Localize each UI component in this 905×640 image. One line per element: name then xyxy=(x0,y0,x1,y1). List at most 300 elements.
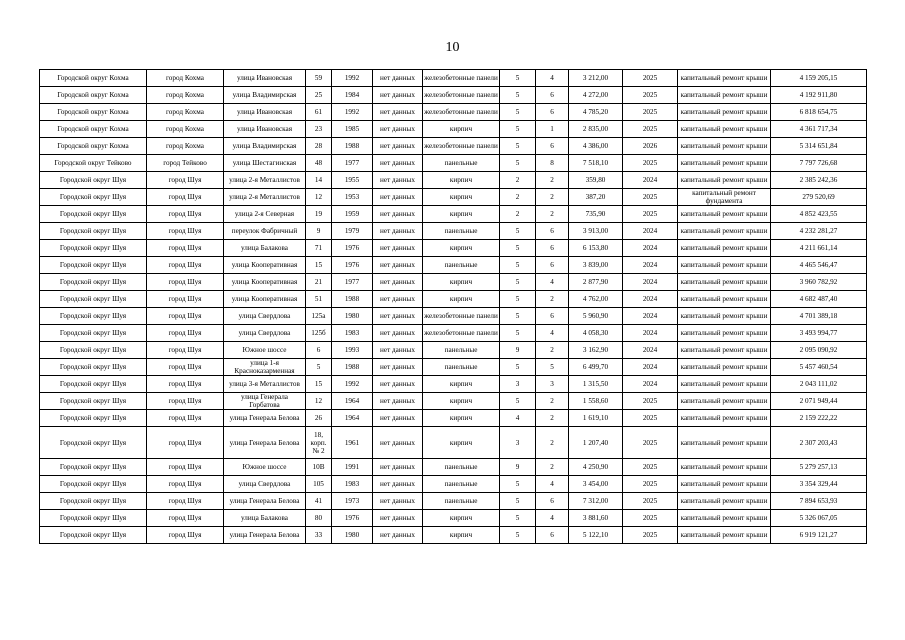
cell-municipality: Городской округ Шуя xyxy=(40,410,147,427)
cell-settlement: город Шуя xyxy=(147,274,224,291)
cell-street: улица Шестагинская xyxy=(224,155,306,172)
cell-year: 1992 xyxy=(332,376,373,393)
table-row xyxy=(40,325,867,342)
cell-cost: 2 071 949,44 xyxy=(771,393,867,410)
cell-house: 23 xyxy=(306,121,332,138)
cell-plan_year: 2025 xyxy=(623,87,678,104)
cell-house: 12 xyxy=(306,393,332,410)
cell-street: улица Балакова xyxy=(224,510,306,527)
cell-note: нет данных xyxy=(373,359,423,376)
cell-entrances: 6 xyxy=(536,257,569,274)
cell-plan_year: 2024 xyxy=(623,291,678,308)
table-row xyxy=(40,308,867,325)
cell-municipality: Городской округ Шуя xyxy=(40,376,147,393)
cell-floors: 5 xyxy=(500,240,536,257)
cell-municipality: Городской округ Кохма xyxy=(40,138,147,155)
table-row xyxy=(40,87,867,104)
cell-wall_material: кирпич xyxy=(423,274,500,291)
cell-street: улица Свердлова xyxy=(224,325,306,342)
cell-work_type: капитальный ремонт крыши xyxy=(678,510,771,527)
cell-municipality: Городской округ Шуя xyxy=(40,291,147,308)
cell-entrances: 4 xyxy=(536,274,569,291)
cell-work_type: капитальный ремонт крыши xyxy=(678,87,771,104)
cell-municipality: Городской округ Кохма xyxy=(40,104,147,121)
cell-floors: 5 xyxy=(500,223,536,240)
cell-plan_year: 2024 xyxy=(623,342,678,359)
cell-house: 51 xyxy=(306,291,332,308)
cell-floors: 2 xyxy=(500,172,536,189)
cell-house: 48 xyxy=(306,155,332,172)
cell-floors: 3 xyxy=(500,376,536,393)
cell-municipality: Городской округ Шуя xyxy=(40,189,147,206)
cell-wall_material: кирпич xyxy=(423,121,500,138)
cell-floors: 5 xyxy=(500,510,536,527)
cell-house: 14 xyxy=(306,172,332,189)
cell-year: 1980 xyxy=(332,308,373,325)
cell-settlement: город Шуя xyxy=(147,342,224,359)
cell-settlement: город Шуя xyxy=(147,510,224,527)
cell-area: 4 250,90 xyxy=(569,459,623,476)
cell-street: улица 3-я Металлистов xyxy=(224,376,306,393)
cell-entrances: 5 xyxy=(536,359,569,376)
cell-settlement: город Шуя xyxy=(147,206,224,223)
cell-note: нет данных xyxy=(373,206,423,223)
cell-note: нет данных xyxy=(373,493,423,510)
cell-note: нет данных xyxy=(373,393,423,410)
cell-settlement: город Шуя xyxy=(147,527,224,544)
cell-entrances: 4 xyxy=(536,70,569,87)
table-row xyxy=(40,476,867,493)
cell-work_type: капитальный ремонт крыши xyxy=(678,240,771,257)
cell-settlement: город Шуя xyxy=(147,459,224,476)
cell-note: нет данных xyxy=(373,87,423,104)
cell-house: 25 xyxy=(306,87,332,104)
cell-settlement: город Шуя xyxy=(147,393,224,410)
cell-floors: 9 xyxy=(500,342,536,359)
cell-floors: 5 xyxy=(500,476,536,493)
cell-house: 71 xyxy=(306,240,332,257)
table-row xyxy=(40,121,867,138)
cell-entrances: 6 xyxy=(536,308,569,325)
table-row xyxy=(40,393,867,410)
cell-street: улица Генерала Белова xyxy=(224,527,306,544)
cell-work_type: капитальный ремонт крыши xyxy=(678,291,771,308)
cell-note: нет данных xyxy=(373,291,423,308)
cell-entrances: 2 xyxy=(536,410,569,427)
cell-cost: 3 493 994,77 xyxy=(771,325,867,342)
cell-plan_year: 2025 xyxy=(623,427,678,459)
cell-note: нет данных xyxy=(373,308,423,325)
cell-municipality: Городской округ Шуя xyxy=(40,510,147,527)
cell-municipality: Городской округ Кохма xyxy=(40,70,147,87)
cell-entrances: 2 xyxy=(536,172,569,189)
table-row xyxy=(40,359,867,376)
cell-wall_material: панельные xyxy=(423,257,500,274)
cell-house: 18, корп. № 2 xyxy=(306,427,332,459)
cell-house: 105 xyxy=(306,476,332,493)
cell-year: 1964 xyxy=(332,393,373,410)
cell-floors: 5 xyxy=(500,70,536,87)
cell-cost: 4 852 423,55 xyxy=(771,206,867,223)
cell-floors: 5 xyxy=(500,274,536,291)
cell-wall_material: панельные xyxy=(423,493,500,510)
cell-year: 1991 xyxy=(332,459,373,476)
cell-work_type: капитальный ремонт крыши xyxy=(678,359,771,376)
cell-plan_year: 2025 xyxy=(623,476,678,493)
cell-entrances: 2 xyxy=(536,189,569,206)
cell-area: 3 881,60 xyxy=(569,510,623,527)
table-row xyxy=(40,427,867,459)
cell-house: 15 xyxy=(306,376,332,393)
cell-plan_year: 2025 xyxy=(623,189,678,206)
cell-floors: 5 xyxy=(500,527,536,544)
cell-wall_material: панельные xyxy=(423,342,500,359)
cell-entrances: 4 xyxy=(536,325,569,342)
cell-year: 1983 xyxy=(332,476,373,493)
cell-note: нет данных xyxy=(373,476,423,493)
cell-wall_material: железобетонные панели xyxy=(423,325,500,342)
cell-area: 5 122,10 xyxy=(569,527,623,544)
cell-entrances: 6 xyxy=(536,493,569,510)
cell-area: 7 518,10 xyxy=(569,155,623,172)
cell-street: улица Балакова xyxy=(224,240,306,257)
cell-note: нет данных xyxy=(373,121,423,138)
cell-floors: 5 xyxy=(500,121,536,138)
cell-entrances: 2 xyxy=(536,459,569,476)
cell-work_type: капитальный ремонт крыши xyxy=(678,376,771,393)
cell-year: 1992 xyxy=(332,70,373,87)
cell-plan_year: 2025 xyxy=(623,206,678,223)
cell-plan_year: 2024 xyxy=(623,257,678,274)
cell-plan_year: 2025 xyxy=(623,70,678,87)
cell-street: улица Владимирская xyxy=(224,138,306,155)
cell-note: нет данных xyxy=(373,325,423,342)
cell-street: улица Генерала Белова xyxy=(224,410,306,427)
cell-area: 1 207,40 xyxy=(569,427,623,459)
cell-house: 41 xyxy=(306,493,332,510)
cell-cost: 3 354 329,44 xyxy=(771,476,867,493)
cell-cost: 4 211 661,14 xyxy=(771,240,867,257)
cell-area: 387,20 xyxy=(569,189,623,206)
cell-entrances: 6 xyxy=(536,527,569,544)
cell-wall_material: железобетонные панели xyxy=(423,308,500,325)
table-row xyxy=(40,342,867,359)
cell-note: нет данных xyxy=(373,427,423,459)
cell-street: улица Ивановская xyxy=(224,121,306,138)
cell-settlement: город Кохма xyxy=(147,138,224,155)
cell-cost: 2 043 111,02 xyxy=(771,376,867,393)
cell-floors: 5 xyxy=(500,291,536,308)
cell-cost: 2 307 203,43 xyxy=(771,427,867,459)
cell-street: улица 1-я Красноказарменная xyxy=(224,359,306,376)
cell-settlement: город Шуя xyxy=(147,172,224,189)
cell-wall_material: железобетонные панели xyxy=(423,70,500,87)
cell-settlement: город Шуя xyxy=(147,376,224,393)
cell-settlement: город Кохма xyxy=(147,70,224,87)
cell-plan_year: 2025 xyxy=(623,393,678,410)
table-row xyxy=(40,189,867,206)
cell-note: нет данных xyxy=(373,223,423,240)
cell-cost: 6 919 121,27 xyxy=(771,527,867,544)
cell-year: 1964 xyxy=(332,410,373,427)
cell-street: улица Ивановская xyxy=(224,104,306,121)
cell-area: 4 762,00 xyxy=(569,291,623,308)
cell-plan_year: 2025 xyxy=(623,493,678,510)
cell-settlement: город Кохма xyxy=(147,87,224,104)
cell-wall_material: кирпич xyxy=(423,189,500,206)
table-row xyxy=(40,510,867,527)
cell-street: улица Владимирская xyxy=(224,87,306,104)
cell-plan_year: 2024 xyxy=(623,325,678,342)
cell-work_type: капитальный ремонт крыши xyxy=(678,257,771,274)
cell-entrances: 4 xyxy=(536,510,569,527)
cell-note: нет данных xyxy=(373,155,423,172)
cell-note: нет данных xyxy=(373,257,423,274)
cell-entrances: 4 xyxy=(536,476,569,493)
cell-year: 1959 xyxy=(332,206,373,223)
cell-street: улица Генерала Горбатова xyxy=(224,393,306,410)
cell-plan_year: 2025 xyxy=(623,104,678,121)
cell-cost: 2 159 222,22 xyxy=(771,410,867,427)
cell-area: 3 162,90 xyxy=(569,342,623,359)
table-row xyxy=(40,291,867,308)
cell-work_type: капитальный ремонт крыши xyxy=(678,476,771,493)
cell-municipality: Городской округ Кохма xyxy=(40,87,147,104)
table-row xyxy=(40,138,867,155)
cell-municipality: Городской округ Шуя xyxy=(40,172,147,189)
cell-municipality: Городской округ Кохма xyxy=(40,121,147,138)
cell-street: Южное шоссе xyxy=(224,459,306,476)
cell-work_type: капитальный ремонт крыши xyxy=(678,393,771,410)
cell-cost: 7 797 726,68 xyxy=(771,155,867,172)
cell-plan_year: 2024 xyxy=(623,376,678,393)
cell-wall_material: панельные xyxy=(423,476,500,493)
cell-municipality: Городской округ Шуя xyxy=(40,476,147,493)
cell-plan_year: 2024 xyxy=(623,274,678,291)
cell-work_type: капитальный ремонт крыши xyxy=(678,121,771,138)
cell-house: 5 xyxy=(306,359,332,376)
cell-note: нет данных xyxy=(373,527,423,544)
cell-entrances: 2 xyxy=(536,342,569,359)
cell-settlement: город Тейково xyxy=(147,155,224,172)
cell-settlement: город Шуя xyxy=(147,257,224,274)
cell-floors: 5 xyxy=(500,308,536,325)
cell-work_type: капитальный ремонт крыши xyxy=(678,410,771,427)
cell-plan_year: 2025 xyxy=(623,527,678,544)
cell-area: 1 315,50 xyxy=(569,376,623,393)
cell-work_type: капитальный ремонт крыши xyxy=(678,155,771,172)
cell-cost: 2 095 090,92 xyxy=(771,342,867,359)
cell-street: улица Ивановская xyxy=(224,70,306,87)
cell-house: 6 xyxy=(306,342,332,359)
cell-year: 1976 xyxy=(332,510,373,527)
cell-municipality: Городской округ Шуя xyxy=(40,359,147,376)
cell-cost: 279 520,69 xyxy=(771,189,867,206)
cell-municipality: Городской округ Шуя xyxy=(40,308,147,325)
cell-area: 359,80 xyxy=(569,172,623,189)
cell-settlement: город Кохма xyxy=(147,104,224,121)
cell-work_type: капитальный ремонт крыши xyxy=(678,138,771,155)
cell-work_type: капитальный ремонт фундамента xyxy=(678,189,771,206)
cell-area: 6 153,80 xyxy=(569,240,623,257)
cell-cost: 4 682 487,40 xyxy=(771,291,867,308)
cell-cost: 5 457 460,54 xyxy=(771,359,867,376)
cell-plan_year: 2024 xyxy=(623,223,678,240)
cell-entrances: 2 xyxy=(536,427,569,459)
cell-year: 1977 xyxy=(332,155,373,172)
cell-note: нет данных xyxy=(373,376,423,393)
cell-wall_material: кирпич xyxy=(423,240,500,257)
cell-work_type: капитальный ремонт крыши xyxy=(678,223,771,240)
cell-settlement: город Шуя xyxy=(147,476,224,493)
table-row xyxy=(40,274,867,291)
cell-area: 735,90 xyxy=(569,206,623,223)
table-row xyxy=(40,172,867,189)
cell-municipality: Городской округ Шуя xyxy=(40,223,147,240)
cell-year: 1979 xyxy=(332,223,373,240)
cell-area: 3 454,00 xyxy=(569,476,623,493)
cell-municipality: Городской округ Шуя xyxy=(40,393,147,410)
cell-wall_material: панельные xyxy=(423,359,500,376)
cell-plan_year: 2025 xyxy=(623,155,678,172)
cell-area: 3 839,00 xyxy=(569,257,623,274)
cell-plan_year: 2026 xyxy=(623,138,678,155)
cell-settlement: город Шуя xyxy=(147,308,224,325)
cell-year: 1961 xyxy=(332,427,373,459)
cell-entrances: 2 xyxy=(536,393,569,410)
cell-year: 1988 xyxy=(332,359,373,376)
cell-street: улица Кооперативная xyxy=(224,274,306,291)
table-row xyxy=(40,70,867,87)
housing-repair-table xyxy=(39,69,867,544)
cell-note: нет данных xyxy=(373,342,423,359)
cell-street: улица 2-я Металлистов xyxy=(224,172,306,189)
cell-area: 4 386,00 xyxy=(569,138,623,155)
cell-house: 61 xyxy=(306,104,332,121)
table-row xyxy=(40,459,867,476)
cell-year: 1988 xyxy=(332,291,373,308)
cell-year: 1976 xyxy=(332,257,373,274)
cell-area: 2 877,90 xyxy=(569,274,623,291)
cell-area: 1 619,10 xyxy=(569,410,623,427)
cell-year: 1983 xyxy=(332,325,373,342)
cell-area: 1 558,60 xyxy=(569,393,623,410)
cell-work_type: капитальный ремонт крыши xyxy=(678,308,771,325)
cell-year: 1984 xyxy=(332,87,373,104)
cell-work_type: капитальный ремонт крыши xyxy=(678,527,771,544)
cell-wall_material: железобетонные панели xyxy=(423,138,500,155)
cell-note: нет данных xyxy=(373,459,423,476)
cell-floors: 2 xyxy=(500,206,536,223)
table-row xyxy=(40,155,867,172)
table-row xyxy=(40,223,867,240)
cell-wall_material: кирпич xyxy=(423,291,500,308)
cell-plan_year: 2024 xyxy=(623,308,678,325)
cell-settlement: город Шуя xyxy=(147,359,224,376)
cell-settlement: город Кохма xyxy=(147,121,224,138)
cell-note: нет данных xyxy=(373,104,423,121)
cell-house: 15 xyxy=(306,257,332,274)
cell-year: 1973 xyxy=(332,493,373,510)
cell-area: 5 960,90 xyxy=(569,308,623,325)
cell-settlement: город Шуя xyxy=(147,493,224,510)
cell-entrances: 6 xyxy=(536,104,569,121)
cell-year: 1955 xyxy=(332,172,373,189)
cell-floors: 5 xyxy=(500,104,536,121)
cell-work_type: капитальный ремонт крыши xyxy=(678,325,771,342)
cell-note: нет данных xyxy=(373,274,423,291)
cell-municipality: Городской округ Шуя xyxy=(40,459,147,476)
cell-cost: 4 159 205,15 xyxy=(771,70,867,87)
table-row xyxy=(40,376,867,393)
cell-work_type: капитальный ремонт крыши xyxy=(678,342,771,359)
cell-street: улица Генерала Белова xyxy=(224,427,306,459)
cell-area: 7 312,00 xyxy=(569,493,623,510)
cell-cost: 5 279 257,13 xyxy=(771,459,867,476)
cell-cost: 4 232 281,27 xyxy=(771,223,867,240)
cell-wall_material: панельные xyxy=(423,223,500,240)
cell-note: нет данных xyxy=(373,189,423,206)
cell-plan_year: 2025 xyxy=(623,459,678,476)
cell-entrances: 1 xyxy=(536,121,569,138)
cell-house: 28 xyxy=(306,138,332,155)
cell-cost: 4 465 546,47 xyxy=(771,257,867,274)
cell-entrances: 6 xyxy=(536,223,569,240)
cell-wall_material: панельные xyxy=(423,459,500,476)
cell-municipality: Городской округ Шуя xyxy=(40,240,147,257)
table-row xyxy=(40,240,867,257)
cell-floors: 5 xyxy=(500,87,536,104)
cell-entrances: 6 xyxy=(536,87,569,104)
cell-settlement: город Шуя xyxy=(147,427,224,459)
cell-year: 1992 xyxy=(332,104,373,121)
cell-note: нет данных xyxy=(373,240,423,257)
cell-work_type: капитальный ремонт крыши xyxy=(678,70,771,87)
cell-house: 12 xyxy=(306,189,332,206)
cell-note: нет данных xyxy=(373,172,423,189)
table-row xyxy=(40,104,867,121)
cell-note: нет данных xyxy=(373,70,423,87)
cell-wall_material: кирпич xyxy=(423,376,500,393)
cell-year: 1980 xyxy=(332,527,373,544)
cell-area: 4 058,30 xyxy=(569,325,623,342)
cell-plan_year: 2024 xyxy=(623,172,678,189)
cell-floors: 5 xyxy=(500,325,536,342)
cell-house: 26 xyxy=(306,410,332,427)
cell-note: нет данных xyxy=(373,510,423,527)
cell-settlement: город Шуя xyxy=(147,223,224,240)
cell-cost: 5 326 067,05 xyxy=(771,510,867,527)
cell-work_type: капитальный ремонт крыши xyxy=(678,104,771,121)
cell-work_type: капитальный ремонт крыши xyxy=(678,427,771,459)
cell-floors: 5 xyxy=(500,393,536,410)
cell-house: 33 xyxy=(306,527,332,544)
cell-year: 1977 xyxy=(332,274,373,291)
cell-year: 1988 xyxy=(332,138,373,155)
cell-plan_year: 2025 xyxy=(623,121,678,138)
cell-street: улица Генерала Белова xyxy=(224,493,306,510)
cell-year: 1976 xyxy=(332,240,373,257)
cell-floors: 5 xyxy=(500,155,536,172)
cell-wall_material: кирпич xyxy=(423,206,500,223)
cell-year: 1993 xyxy=(332,342,373,359)
cell-entrances: 6 xyxy=(536,240,569,257)
cell-municipality: Городской округ Шуя xyxy=(40,257,147,274)
cell-floors: 4 xyxy=(500,410,536,427)
cell-wall_material: кирпич xyxy=(423,172,500,189)
cell-wall_material: железобетонные панели xyxy=(423,87,500,104)
cell-year: 1985 xyxy=(332,121,373,138)
